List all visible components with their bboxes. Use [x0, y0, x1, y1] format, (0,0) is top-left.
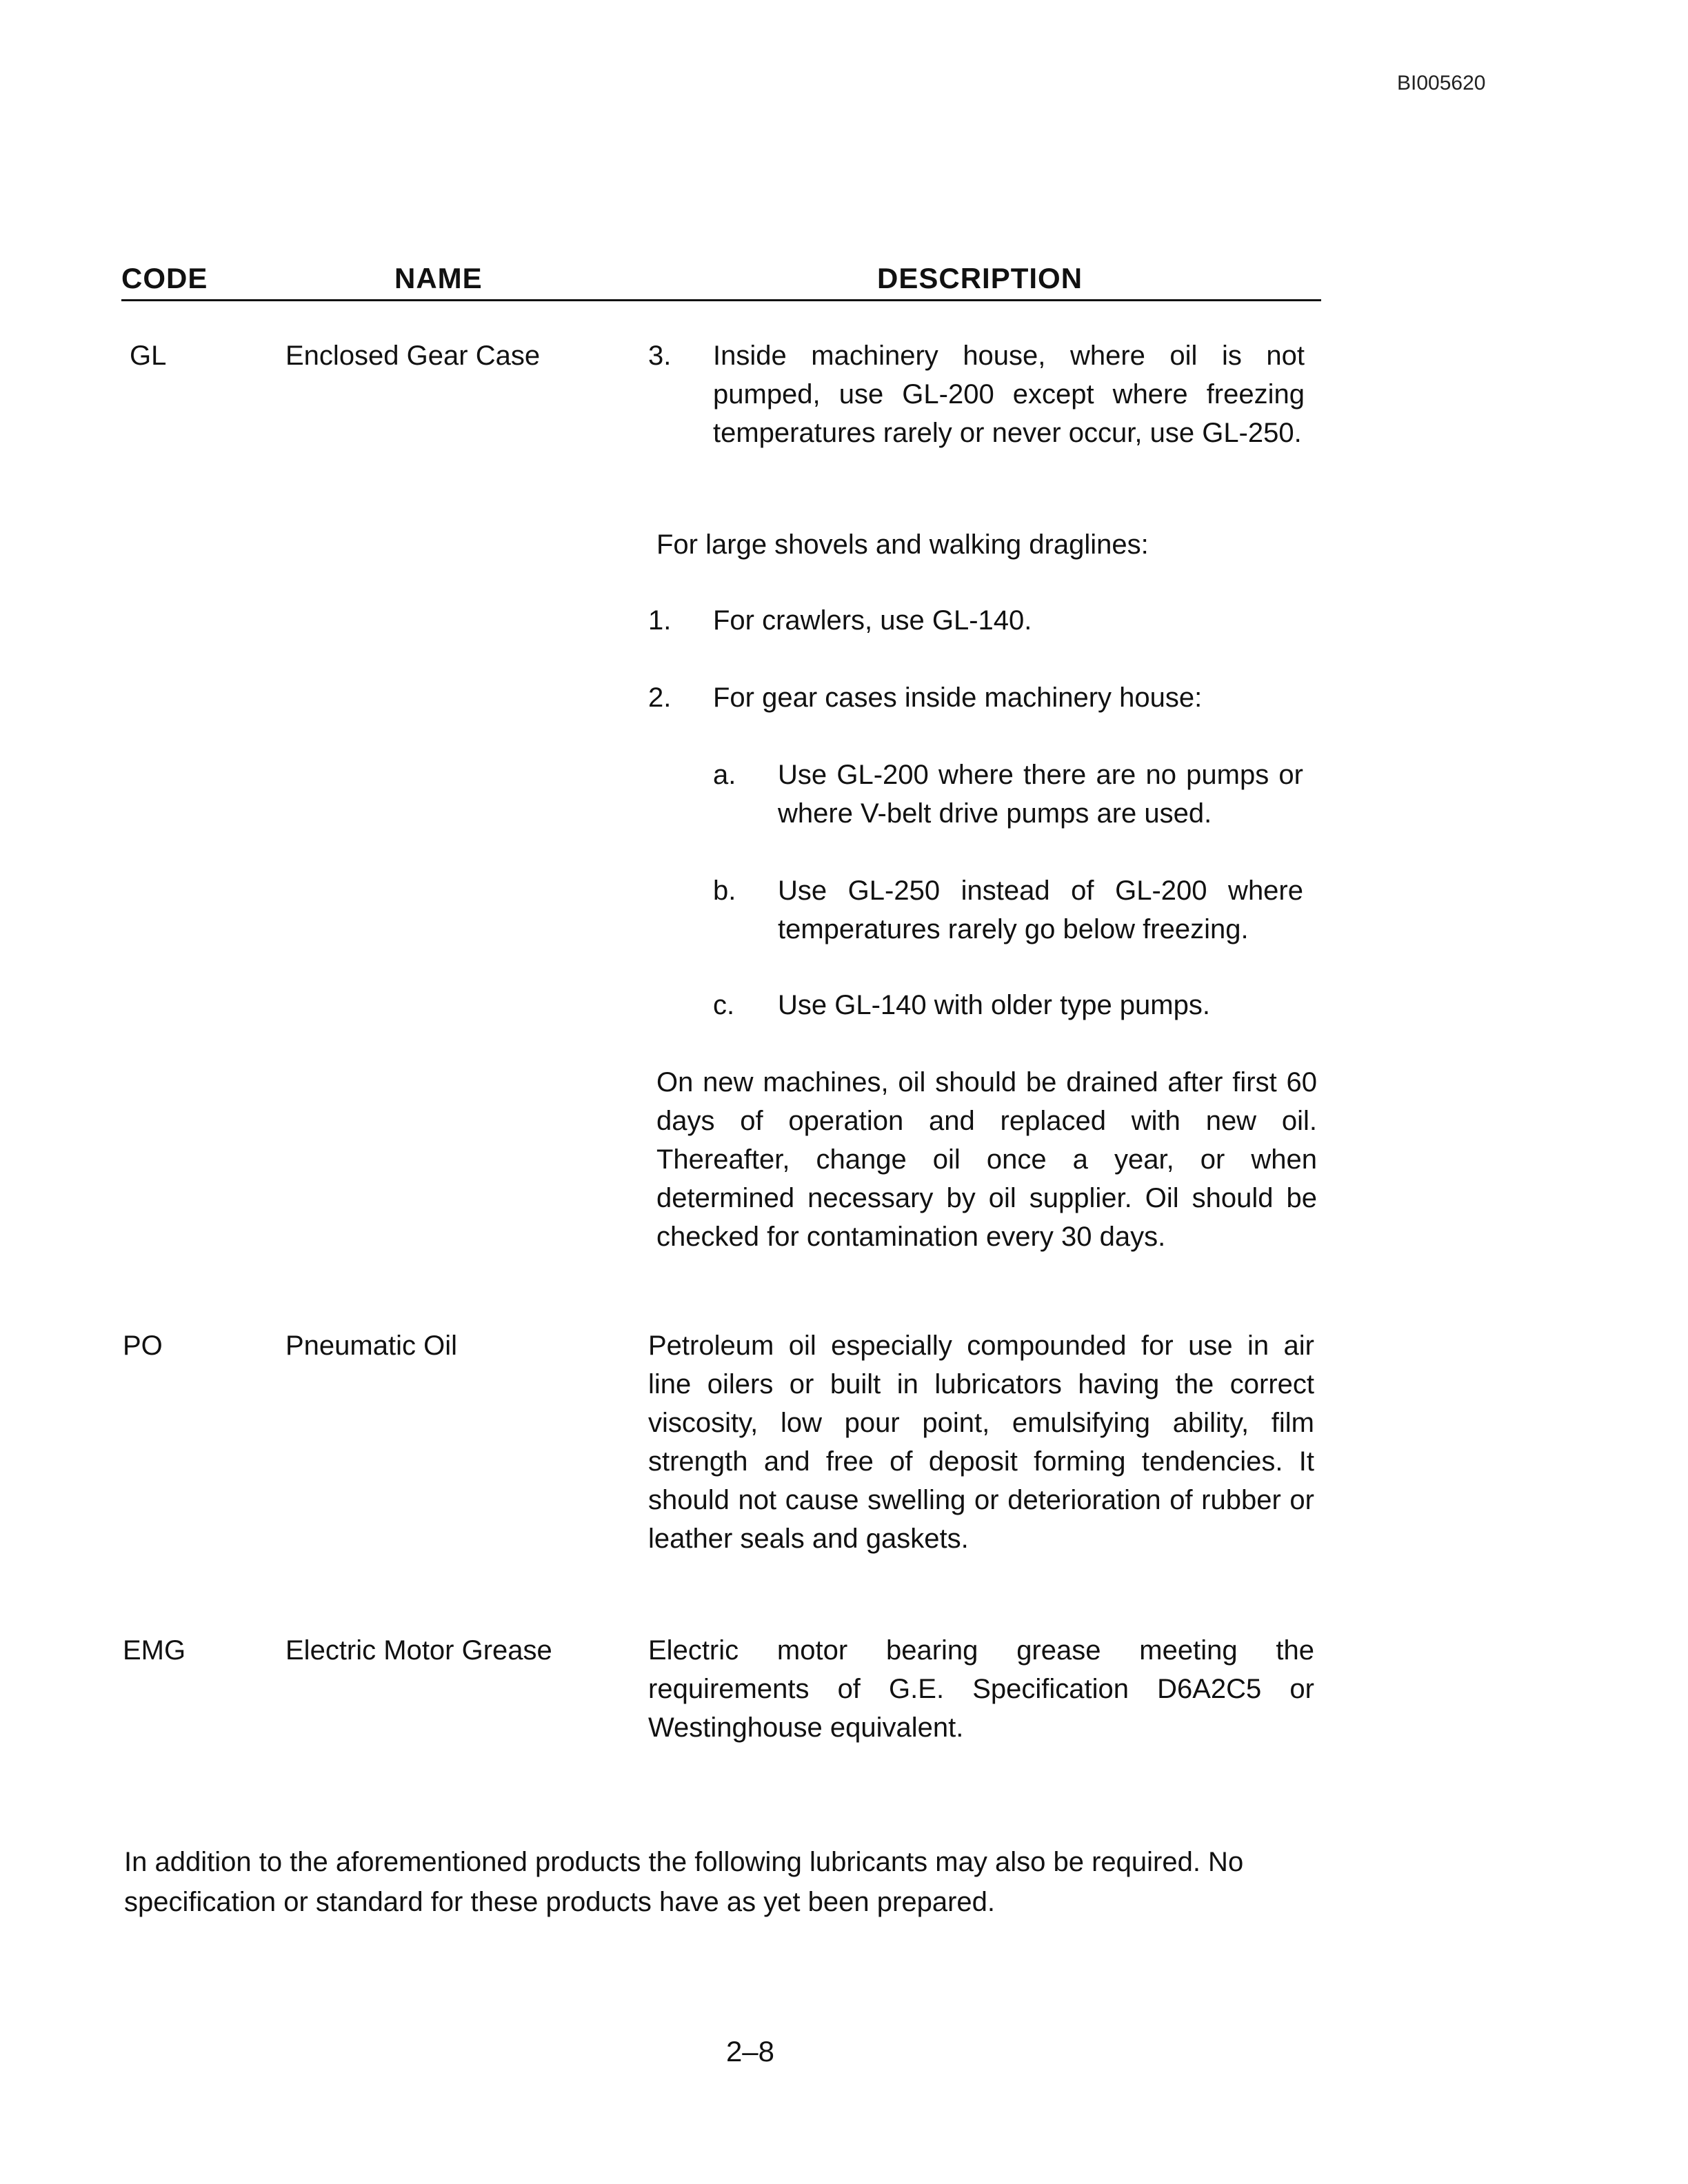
gl-item-1-text: For crawlers, use GL-140.: [713, 605, 1032, 636]
code-gl: GL: [130, 341, 167, 371]
column-header-description: DESCRIPTION: [877, 262, 1083, 294]
code-emg: EMG: [123, 1635, 186, 1666]
emg-description: Electric motor bearing grease meeting the requirements of G.E. Specification D6A2C5 or Westinghouse equivalent.: [648, 1635, 1314, 1743]
name-pneumatic-oil: Pneumatic Oil: [285, 1331, 457, 1361]
header-rule: [121, 299, 1321, 301]
gl-sub-a-text: Use GL-200 where there are no pumps or where V-belt drive pumps are used.: [778, 760, 1303, 829]
gl-item-3-number: 3.: [648, 341, 672, 371]
code-po: PO: [123, 1331, 163, 1361]
gl-draglines-intro: For large shovels and walking draglines:: [656, 529, 1149, 560]
gl-item-2-number: 2.: [648, 682, 672, 713]
column-header-name: NAME: [394, 262, 483, 294]
gl-sub-a-label: a.: [713, 760, 736, 790]
gl-item-3-text: Inside machinery house, where oil is not pumped, use GL-200 except where freezing temperatures rarely or never occur, use GL-250.: [713, 341, 1305, 448]
gl-sub-b-label: b.: [713, 876, 736, 906]
name-enclosed-gear-case: Enclosed Gear Case: [285, 341, 541, 371]
gl-item-1-number: 1.: [648, 605, 672, 636]
page-number: 2–8: [725, 2035, 775, 2067]
gl-sub-c-label: c.: [713, 990, 735, 1020]
additional-lubricants-note: In addition to the aforementioned products the following lubricants may also be required. No specification or standard for these products have as yet been prepared.: [124, 1847, 1244, 1917]
gl-sub-b-text: Use GL-250 instead of GL-200 where temperatures rarely go below freezing.: [778, 876, 1303, 944]
gl-closing-paragraph: On new machines, oil should be drained after first 60 days of operation and replaced with new oil. Thereafter, change oil once a year, or when determined necessary by oil supplier. Oil should be checked for contamination every 30 days.: [656, 1067, 1317, 1252]
po-description: Petroleum oil especially compounded for use in air line oilers or built in lubricators having the correct viscosity, low pour point, emulsifying ability, film strength and free of deposit forming tendencies. It should not cause swelling or deterioration of rubber or leather seals and gaskets.: [648, 1331, 1314, 1554]
gl-sub-c-text: Use GL-140 with older type pumps.: [778, 990, 1210, 1020]
document-id: BI005620: [1397, 72, 1486, 94]
name-electric-motor-grease: Electric Motor Grease: [285, 1635, 552, 1666]
gl-item-2-text: For gear cases inside machinery house:: [713, 682, 1203, 713]
column-header-code: CODE: [121, 262, 208, 294]
